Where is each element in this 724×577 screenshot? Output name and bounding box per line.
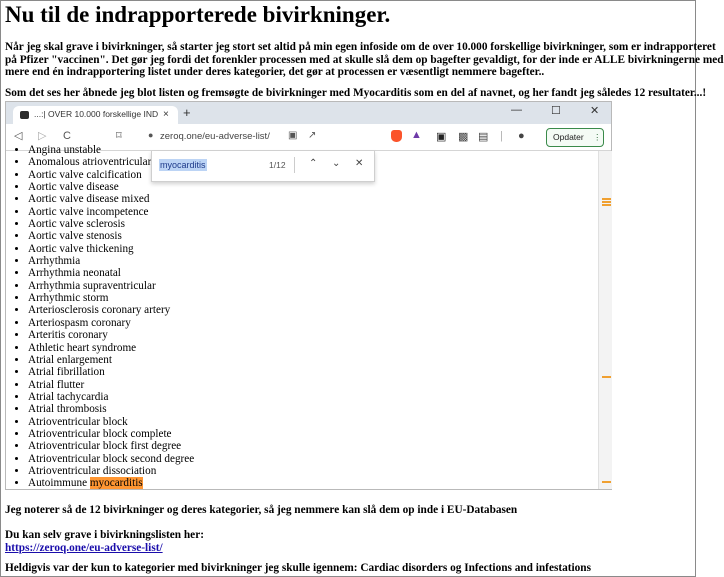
maximize-button[interactable]: ☐: [551, 105, 561, 117]
favicon-icon: [20, 111, 29, 119]
list-item: • Atrial tachycardia: [28, 391, 194, 403]
list-item: • Atrial thrombosis: [28, 403, 194, 415]
list-item: • Aortic valve thickening: [28, 243, 194, 255]
find-match-marker: [602, 198, 611, 200]
extension-icon[interactable]: ▣: [436, 131, 447, 143]
list-item-match: [28, 477, 194, 489]
bookmark-icon[interactable]: ⌑: [116, 130, 122, 142]
separator-icon: |: [500, 130, 503, 142]
menu-icon[interactable]: ⋮: [593, 132, 602, 142]
list-item: • Angina unstable: [28, 144, 194, 156]
find-match-marker: [602, 481, 611, 483]
url-text[interactable]: zeroq.one/eu-adverse-list/: [160, 131, 270, 142]
tab-close-icon[interactable]: ×: [163, 109, 169, 120]
list-item: • Aortic valve stenosis: [28, 230, 194, 242]
adverse-event-list: [6, 144, 194, 490]
adverse-list-link[interactable]: https://zeroq.one/eu-adverse-list/: [5, 541, 163, 554]
list-item: • Aortic valve disease mixed: [28, 193, 194, 205]
tab-bar: [6, 102, 611, 124]
note-paragraph: Jeg noterer så de 12 bivirkninger og deres kategorier, så jeg nemmere kan slå dem op inde i EU-Databasen: [5, 504, 518, 516]
update-label: Opdater: [553, 132, 584, 142]
find-divider: [294, 157, 295, 173]
find-next-icon[interactable]: ⌄: [332, 158, 341, 169]
list-item: • Aortic valve calcification: [28, 169, 194, 181]
profile-icon[interactable]: ●: [518, 130, 525, 142]
list-item: • Arrhythmic storm: [28, 292, 194, 304]
minimize-button[interactable]: —: [511, 104, 522, 116]
scrollbar[interactable]: [598, 151, 612, 489]
back-button[interactable]: ◁: [14, 130, 23, 142]
link-intro: Du kan selv grave i bivirkningslisten her:: [5, 529, 204, 541]
link-paragraph: [5, 529, 204, 554]
sidebar-icon[interactable]: ▤: [478, 131, 489, 143]
list-item: • Arteriosclerosis coronary artery: [28, 304, 194, 316]
list-item: • Atrioventricular block: [28, 416, 194, 428]
brave-shield-icon[interactable]: [391, 130, 402, 142]
share-icon[interactable]: ↗: [308, 130, 317, 141]
browser-screenshot: [5, 101, 612, 490]
find-match-marker: [602, 204, 611, 206]
find-highlight: myocarditis: [89, 477, 143, 490]
brave-rewards-icon[interactable]: ▲: [411, 129, 422, 141]
list-item: • Atrioventricular block first degree: [28, 440, 194, 452]
list-item-prefix: Autoimmune: [28, 477, 90, 490]
new-tab-button[interactable]: +: [183, 105, 191, 120]
page-content: [6, 144, 598, 490]
list-item: • Atrioventricular block complete: [28, 428, 194, 440]
list-item: • Aortic valve incompetence: [28, 206, 194, 218]
list-item: • Atrial flutter: [28, 379, 194, 391]
list-item: • Arteritis coronary: [28, 329, 194, 341]
puzzle-icon[interactable]: ▩: [458, 131, 469, 143]
intro-line-3: mere end én indrapportering listet under deres kategorier, det gør at processen er væsentligt nemmere bagefter..: [5, 66, 545, 79]
lock-icon: ●: [148, 130, 154, 140]
close-window-button[interactable]: ✕: [590, 105, 600, 117]
screenshot-icon[interactable]: ▣: [288, 130, 298, 141]
list-item: • Arrhythmia: [28, 255, 194, 267]
find-prev-icon[interactable]: ⌃: [309, 158, 318, 169]
intro-line-1: Når jeg skal grave i bivirkninger, så starter jeg stort set altid på min egen infoside om de over 10.000 forskellige bivirkninger, som er indrapporteret: [5, 41, 716, 53]
find-count: 1/12: [269, 160, 286, 170]
list-item: • Atrial enlargement: [28, 354, 194, 366]
update-button[interactable]: [546, 128, 604, 147]
list-item: • Aortic valve sclerosis: [28, 218, 194, 230]
list-item: • Atrioventricular dissociation: [28, 465, 194, 477]
list-item: • Atrial fibrillation: [28, 366, 194, 378]
list-item: • Aortic valve disease: [28, 181, 194, 193]
intro-line-2: på Pfizer "vaccinen". Det gør jeg fordi det forenkler processen med at skulle slå dem op bagefter gevaldigt, for der inde er ALLE bivirkningerne med: [5, 53, 724, 66]
find-close-icon[interactable]: ✕: [355, 158, 364, 169]
list-item: • Anomalous atrioventricular: [28, 156, 194, 168]
list-item: • Arrhythmia neonatal: [28, 267, 194, 279]
list-item: • Atrioventricular block second degree: [28, 453, 194, 465]
find-bar: [151, 151, 375, 182]
tab-title: ...:| OVER 10.000 forskellige IND: [34, 109, 159, 119]
find-match-marker: [602, 201, 611, 203]
intro-paragraph: [5, 41, 724, 79]
list-item: • Arteriospasm coronary: [28, 317, 194, 329]
list-item: • Athletic heart syndrome: [28, 342, 194, 354]
forward-button[interactable]: ▷: [38, 130, 47, 142]
list-item: • Arrhythmia supraventricular: [28, 280, 194, 292]
browser-tab[interactable]: [13, 106, 178, 124]
find-match-marker: [602, 376, 611, 378]
conclusion-paragraph: Heldigvis var der kun to kategorier med bivirkninger jeg skulle igennem: Cardiac disorders og Infections and infestations: [5, 562, 591, 574]
page-title: Nu til de indrapporterede bivirkninger.: [5, 2, 391, 27]
reload-button[interactable]: C: [63, 130, 71, 142]
search-explanation: Som det ses her åbnede jeg blot listen og fremsøgte de bivirkninger med Myocarditis som en del af navnet, og her fandt jeg således 12 resultater...!: [5, 87, 707, 99]
find-input[interactable]: myocarditis: [160, 160, 206, 170]
